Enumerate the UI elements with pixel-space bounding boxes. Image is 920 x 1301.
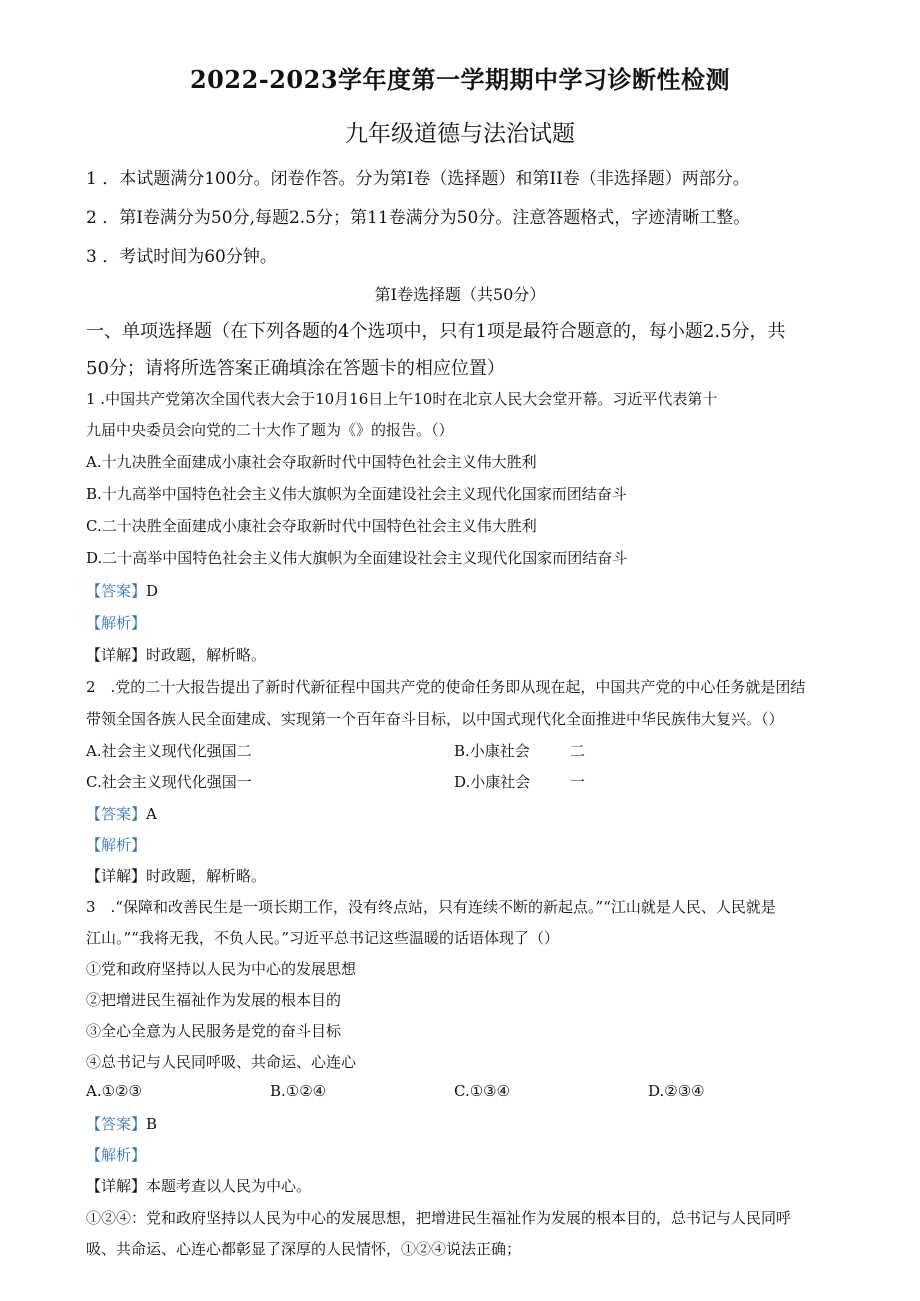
answer-value: A	[146, 805, 157, 823]
q3-explain-2: 吸、共命运、心连心都彰显了深厚的人民情怀，①②④说法正确；	[86, 1240, 522, 1258]
answer-value: D	[146, 582, 159, 600]
q2-option-c: C.社会主义现代化强国一	[86, 773, 252, 791]
detail-label: 【详解】	[86, 1177, 147, 1195]
q3-answer	[86, 1113, 157, 1134]
detail-text: 时政题，解析略。	[146, 646, 267, 664]
q1-stem-2: 九届中央委员会向党的二十大作了题为《》的报告。（）	[86, 421, 454, 439]
analysis-label: 【解析】	[86, 614, 147, 632]
q3-option-a: A.①②③	[86, 1082, 142, 1100]
detail-label: 【详解】	[86, 646, 147, 664]
detail-text: 本题考查以人民为中心。	[146, 1177, 312, 1195]
q1-option-b: B.十九高举中国特色社会主义伟大旗帜为全面建设社会主义现代化国家而团结奋斗	[86, 485, 627, 503]
q1-analysis	[86, 612, 146, 633]
q2-stem-2: 带领全国各族人民全面建成、实现第一个百年奋斗目标，以中国式现代化全面推进中华民族伟大复兴。（）	[86, 710, 784, 728]
q3-option-d: D.②③④	[648, 1082, 705, 1100]
q3-explain-1: ①②④：党和政府坚持以人民为中心的发展思想，把增进民生福祉作为发展的根本目的，总书记与人民同呼	[86, 1209, 792, 1227]
q3-stem-2: 江山。”“我将无我，不负人民。”习近平总书记这些温暖的话语体现了（）	[86, 929, 560, 947]
note-3: 3 ．考试时间为60分钟。	[86, 247, 277, 267]
q3-option-c: C.①③④	[454, 1082, 511, 1100]
q1-answer	[86, 580, 158, 601]
exam-title: 2022-2023学年度第一学期期中学习诊断性检测	[189, 65, 731, 94]
instruction-line-1: 一、单项选择题（在下列各题的4个选项中，只有1项是最符合题意的，每小题2.5分，共	[86, 321, 786, 342]
q3-item-3: ③全心全意为人民服务是党的奋斗目标	[86, 1022, 342, 1040]
q1-detail	[86, 644, 266, 665]
q1-option-a: A.十九决胜全面建成小康社会夺取新时代中国特色社会主义伟大胜利	[86, 453, 537, 471]
q3-item-4: ④总书记与人民同呼吸、共命运、心连心	[86, 1053, 357, 1071]
q3-analysis	[86, 1144, 146, 1165]
section-title: 第I卷选择题（共50分）	[374, 285, 546, 304]
note-1: 1 ．本试题满分100分。闭卷作答。分为第I卷（选择题）和第II卷（非选择题）两部分。	[86, 169, 750, 189]
q2-detail	[86, 865, 266, 886]
q1-stem-1: 1 .中国共产党第次全国代表大会于10月16日上午10时在北京人民大会堂开幕。习近平代表第十	[86, 390, 718, 408]
answer-label: 【答案】	[86, 582, 147, 600]
detail-label: 【详解】	[86, 867, 147, 885]
q2-answer	[86, 803, 157, 824]
detail-text: 时政题，解析略。	[146, 867, 267, 885]
q2-option-d: D.小康社会	[454, 773, 531, 791]
q3-stem-1: 3 .“保障和改善民生是一项长期工作，没有终点站，只有连续不断的新起点。”“江山就是人民、人民就是	[86, 898, 776, 916]
answer-label: 【答案】	[86, 805, 147, 823]
note-2: 2 ．第I卷满分为50分,每题2.5分；第11卷满分为50分。注意答题格式，字迹清晰工整。	[86, 208, 751, 228]
q3-item-2: ②把增进民生福祉作为发展的根本目的	[86, 991, 342, 1009]
q2-stem-1: 2 .党的二十大报告提出了新时代新征程中国共产党的使命任务即从现在起，中国共产党的中心任务就是团结	[86, 678, 806, 696]
q3-detail	[86, 1175, 311, 1196]
q2-option-a: A.社会主义现代化强国二	[86, 742, 252, 760]
q1-option-c: C.二十决胜全面建成小康社会夺取新时代中国特色社会主义伟大胜利	[86, 517, 537, 535]
q3-option-b: B.①②④	[270, 1082, 327, 1100]
answer-value: B	[146, 1115, 158, 1133]
q2-option-b-blank: 二	[570, 742, 586, 760]
q2-option-b: B.小康社会	[454, 742, 530, 760]
q1-option-d: D.二十高举中国特色社会主义伟大旗帜为全面建设社会主义现代化国家而团结奋斗	[86, 549, 628, 567]
instruction-line-2: 50分；请将所选答案正确填涂在答题卡的相应位置）	[86, 358, 505, 379]
q3-item-1: ①党和政府坚持以人民为中心的发展思想	[86, 960, 357, 978]
analysis-label: 【解析】	[86, 836, 147, 854]
exam-subtitle: 九年级道德与法治试题	[345, 121, 575, 147]
analysis-label: 【解析】	[86, 1146, 147, 1164]
q2-option-d-blank: 一	[570, 773, 586, 791]
answer-label: 【答案】	[86, 1115, 147, 1133]
q2-analysis	[86, 834, 146, 855]
